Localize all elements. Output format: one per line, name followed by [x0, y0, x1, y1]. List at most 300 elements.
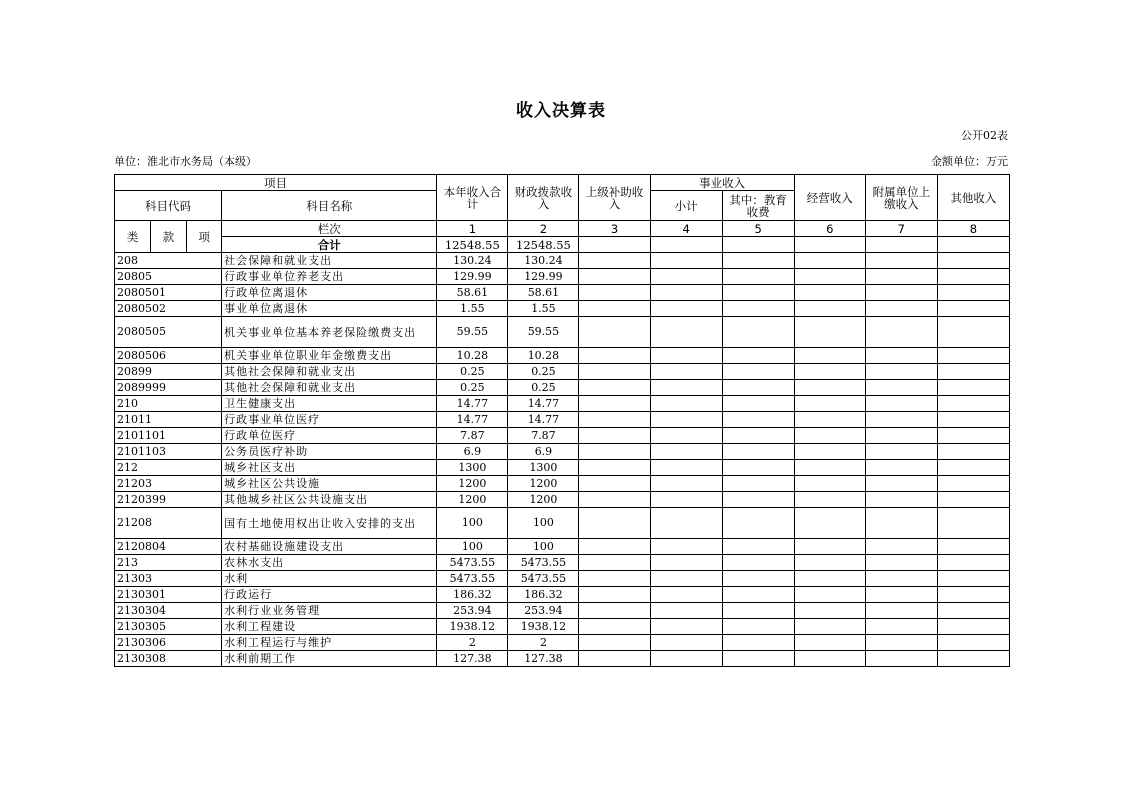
total-income-cell: 1200: [437, 492, 508, 508]
subject-name: 其他城乡社区公共设施支出: [222, 492, 437, 508]
subject-name: 行政单位医疗: [222, 428, 437, 444]
empty-cell: [579, 635, 650, 651]
empty-cell: [865, 237, 937, 253]
subject-code: 20899: [115, 364, 222, 380]
empty-cell: [722, 492, 794, 508]
empty-cell: [650, 619, 722, 635]
header-kuan: 款: [151, 221, 187, 253]
subject-code: 2130304: [115, 603, 222, 619]
total-income-cell: 0.25: [437, 364, 508, 380]
total-income-cell: 10.28: [437, 348, 508, 364]
empty-cell: [937, 555, 1009, 571]
empty-cell: [794, 539, 865, 555]
empty-cell: [794, 619, 865, 635]
empty-cell: [650, 476, 722, 492]
table-row: [115, 492, 1010, 508]
total-income-cell: 14.77: [437, 396, 508, 412]
empty-cell: [650, 492, 722, 508]
table-row: [115, 253, 1010, 269]
empty-cell: [722, 619, 794, 635]
empty-cell: [722, 253, 794, 269]
table-row: [115, 587, 1010, 603]
table-row: [115, 412, 1010, 428]
subject-name: 行政事业单位医疗: [222, 412, 437, 428]
table-row: [115, 651, 1010, 667]
fiscal-cell: 100: [508, 508, 579, 539]
fiscal-cell: 59.55: [508, 317, 579, 348]
empty-cell: [650, 587, 722, 603]
empty-cell: [865, 253, 937, 269]
total-income-value: 12548.55: [437, 237, 508, 253]
empty-cell: [937, 476, 1009, 492]
empty-cell: [865, 619, 937, 635]
empty-cell: [865, 651, 937, 667]
subject-code: 21011: [115, 412, 222, 428]
empty-cell: [865, 364, 937, 380]
empty-cell: [579, 460, 650, 476]
empty-cell: [794, 380, 865, 396]
subject-code: 2130306: [115, 635, 222, 651]
empty-cell: [865, 269, 937, 285]
subject-code: 2080506: [115, 348, 222, 364]
amount-unit: 金额单位：万元: [931, 155, 1008, 168]
table-row: [115, 380, 1010, 396]
empty-cell: [865, 317, 937, 348]
col-number: 3: [579, 221, 650, 237]
empty-cell: [794, 396, 865, 412]
table-row: [115, 348, 1010, 364]
col-number: 1: [437, 221, 508, 237]
subject-code: 2080501: [115, 285, 222, 301]
empty-cell: [794, 412, 865, 428]
empty-cell: [722, 237, 794, 253]
col-number: 8: [937, 221, 1009, 237]
subject-name: 机关事业单位职业年金缴费支出: [222, 348, 437, 364]
total-income-cell: 1200: [437, 476, 508, 492]
subject-code: 2120399: [115, 492, 222, 508]
empty-cell: [650, 253, 722, 269]
empty-cell: [579, 380, 650, 396]
empty-cell: [937, 635, 1009, 651]
col-number: 7: [865, 221, 937, 237]
total-income-cell: 5473.55: [437, 571, 508, 587]
empty-cell: [722, 380, 794, 396]
table-row: [115, 317, 1010, 348]
table-row: [115, 619, 1010, 635]
subject-name: 卫生健康支出: [222, 396, 437, 412]
empty-cell: [794, 571, 865, 587]
empty-cell: [722, 651, 794, 667]
empty-cell: [794, 460, 865, 476]
empty-cell: [579, 253, 650, 269]
subject-name: 城乡社区公共设施: [222, 476, 437, 492]
empty-cell: [722, 444, 794, 460]
subject-name: 水利工程运行与维护: [222, 635, 437, 651]
empty-cell: [865, 412, 937, 428]
table-row: [115, 301, 1010, 317]
col-number: 2: [508, 221, 579, 237]
empty-cell: [579, 285, 650, 301]
empty-cell: [794, 603, 865, 619]
subject-name: 其他社会保障和就业支出: [222, 364, 437, 380]
empty-cell: [937, 317, 1009, 348]
fiscal-cell: 0.25: [508, 380, 579, 396]
empty-cell: [722, 412, 794, 428]
empty-cell: [937, 285, 1009, 301]
empty-cell: [937, 492, 1009, 508]
empty-cell: [865, 428, 937, 444]
empty-cell: [650, 317, 722, 348]
empty-cell: [865, 460, 937, 476]
page-title: 收入决算表: [516, 101, 606, 121]
empty-cell: [579, 301, 650, 317]
header-lei: 类: [115, 221, 151, 253]
subject-name: 农村基础设施建设支出: [222, 539, 437, 555]
col-number: 4: [650, 221, 722, 237]
table-row: [115, 364, 1010, 380]
empty-cell: [794, 237, 865, 253]
total-fiscal-value: 12548.55: [508, 237, 579, 253]
empty-cell: [650, 285, 722, 301]
subject-name: 水利工程建设: [222, 619, 437, 635]
empty-cell: [579, 539, 650, 555]
fiscal-cell: 253.94: [508, 603, 579, 619]
header-lanci: 栏次: [222, 221, 437, 237]
total-income-cell: 253.94: [437, 603, 508, 619]
empty-cell: [794, 269, 865, 285]
total-income-cell: 186.32: [437, 587, 508, 603]
empty-cell: [865, 476, 937, 492]
empty-cell: [722, 396, 794, 412]
empty-cell: [579, 444, 650, 460]
empty-cell: [937, 237, 1009, 253]
header-name: 科目名称: [222, 191, 437, 221]
subject-code: 208: [115, 253, 222, 269]
empty-cell: [937, 269, 1009, 285]
subject-name: 其他社会保障和就业支出: [222, 380, 437, 396]
empty-cell: [579, 237, 650, 253]
empty-cell: [937, 412, 1009, 428]
total-income-cell: 1.55: [437, 301, 508, 317]
subject-code: 2089999: [115, 380, 222, 396]
empty-cell: [722, 269, 794, 285]
empty-cell: [794, 635, 865, 651]
form-number: 公开02表: [961, 129, 1008, 142]
empty-cell: [650, 603, 722, 619]
header-code: 科目代码: [115, 191, 222, 221]
empty-cell: [937, 444, 1009, 460]
subject-name: 公务员医疗补助: [222, 444, 437, 460]
empty-cell: [650, 539, 722, 555]
empty-cell: [865, 285, 937, 301]
empty-cell: [579, 571, 650, 587]
total-income-cell: 7.87: [437, 428, 508, 444]
total-income-cell: 129.99: [437, 269, 508, 285]
header-affiliated: 附属单位上缴收入: [865, 175, 937, 221]
empty-cell: [579, 317, 650, 348]
table-row: [115, 396, 1010, 412]
empty-cell: [579, 587, 650, 603]
empty-cell: [722, 476, 794, 492]
empty-cell: [579, 348, 650, 364]
table-row: [115, 269, 1010, 285]
empty-cell: [865, 571, 937, 587]
total-label: 合计: [222, 237, 437, 253]
empty-cell: [579, 396, 650, 412]
fiscal-cell: 129.99: [508, 269, 579, 285]
empty-cell: [722, 635, 794, 651]
subject-code: 21303: [115, 571, 222, 587]
empty-cell: [579, 508, 650, 539]
fiscal-cell: 5473.55: [508, 571, 579, 587]
empty-cell: [865, 380, 937, 396]
reporting-unit: 单位：淮北市水务局（本级）: [114, 155, 257, 168]
empty-cell: [650, 380, 722, 396]
empty-cell: [794, 555, 865, 571]
empty-cell: [865, 587, 937, 603]
table-row: [115, 603, 1010, 619]
total-income-cell: 127.38: [437, 651, 508, 667]
empty-cell: [722, 285, 794, 301]
empty-cell: [722, 348, 794, 364]
subject-code: 2130308: [115, 651, 222, 667]
header-xiang: 项: [187, 221, 222, 253]
empty-cell: [794, 444, 865, 460]
empty-cell: [722, 603, 794, 619]
header-business-subtotal: 小计: [650, 191, 722, 221]
empty-cell: [579, 476, 650, 492]
fiscal-cell: 1200: [508, 492, 579, 508]
fiscal-cell: 6.9: [508, 444, 579, 460]
empty-cell: [937, 508, 1009, 539]
total-income-cell: 130.24: [437, 253, 508, 269]
fiscal-cell: 186.32: [508, 587, 579, 603]
header-fiscal: 财政拨款收入: [508, 175, 579, 221]
empty-cell: [579, 492, 650, 508]
col-number: 5: [722, 221, 794, 237]
income-table: [114, 174, 1010, 667]
empty-cell: [722, 317, 794, 348]
empty-cell: [650, 635, 722, 651]
subject-code: 210: [115, 396, 222, 412]
empty-cell: [650, 508, 722, 539]
table-row: [115, 285, 1010, 301]
total-income-cell: 1300: [437, 460, 508, 476]
empty-cell: [937, 587, 1009, 603]
subject-name: 水利行业业务管理: [222, 603, 437, 619]
fiscal-cell: 1200: [508, 476, 579, 492]
empty-cell: [865, 635, 937, 651]
empty-cell: [579, 555, 650, 571]
empty-cell: [865, 508, 937, 539]
empty-cell: [650, 348, 722, 364]
subject-code: 2120804: [115, 539, 222, 555]
col-number: 6: [794, 221, 865, 237]
empty-cell: [937, 253, 1009, 269]
empty-cell: [722, 460, 794, 476]
subject-name: 国有土地使用权出让收入安排的支出: [222, 508, 437, 539]
empty-cell: [794, 587, 865, 603]
empty-cell: [579, 364, 650, 380]
fiscal-cell: 0.25: [508, 364, 579, 380]
fiscal-cell: 10.28: [508, 348, 579, 364]
empty-cell: [650, 571, 722, 587]
empty-cell: [722, 428, 794, 444]
subject-name: 机关事业单位基本养老保险缴费支出: [222, 317, 437, 348]
header-total-income: 本年收入合计: [437, 175, 508, 221]
empty-cell: [937, 380, 1009, 396]
subject-name: 行政单位离退休: [222, 285, 437, 301]
subject-name: 水利前期工作: [222, 651, 437, 667]
empty-cell: [794, 492, 865, 508]
empty-cell: [722, 539, 794, 555]
empty-cell: [865, 444, 937, 460]
fiscal-cell: 14.77: [508, 396, 579, 412]
subject-code: 212: [115, 460, 222, 476]
empty-cell: [937, 539, 1009, 555]
subject-name: 社会保障和就业支出: [222, 253, 437, 269]
fiscal-cell: 130.24: [508, 253, 579, 269]
empty-cell: [579, 412, 650, 428]
fiscal-cell: 2: [508, 635, 579, 651]
fiscal-cell: 14.77: [508, 412, 579, 428]
empty-cell: [579, 428, 650, 444]
empty-cell: [865, 301, 937, 317]
total-income-cell: 5473.55: [437, 555, 508, 571]
fiscal-cell: 1300: [508, 460, 579, 476]
fiscal-cell: 5473.55: [508, 555, 579, 571]
header-business-edu: 其中：教育收费: [722, 191, 794, 221]
empty-cell: [722, 587, 794, 603]
table-row: [115, 539, 1010, 555]
empty-cell: [722, 301, 794, 317]
empty-cell: [794, 253, 865, 269]
subject-code: 21203: [115, 476, 222, 492]
total-income-cell: 2: [437, 635, 508, 651]
fiscal-cell: 58.61: [508, 285, 579, 301]
total-income-cell: 59.55: [437, 317, 508, 348]
fiscal-cell: 100: [508, 539, 579, 555]
subject-code: 2101101: [115, 428, 222, 444]
fiscal-cell: 1.55: [508, 301, 579, 317]
empty-cell: [722, 508, 794, 539]
subject-code: 2130301: [115, 587, 222, 603]
empty-cell: [579, 603, 650, 619]
total-income-cell: 58.61: [437, 285, 508, 301]
subject-code: 2101103: [115, 444, 222, 460]
empty-cell: [794, 301, 865, 317]
subject-name: 行政事业单位养老支出: [222, 269, 437, 285]
empty-cell: [722, 555, 794, 571]
fiscal-cell: 127.38: [508, 651, 579, 667]
empty-cell: [650, 651, 722, 667]
empty-cell: [937, 301, 1009, 317]
fiscal-cell: 7.87: [508, 428, 579, 444]
subject-code: 213: [115, 555, 222, 571]
header-operating: 经营收入: [794, 175, 865, 221]
table-row: [115, 508, 1010, 539]
empty-cell: [650, 301, 722, 317]
total-income-cell: 100: [437, 539, 508, 555]
empty-cell: [650, 555, 722, 571]
empty-cell: [865, 603, 937, 619]
empty-cell: [937, 603, 1009, 619]
header-superior: 上级补助收入: [579, 175, 650, 221]
empty-cell: [937, 651, 1009, 667]
empty-cell: [722, 571, 794, 587]
empty-cell: [865, 539, 937, 555]
total-income-cell: 6.9: [437, 444, 508, 460]
table-row: [115, 444, 1010, 460]
empty-cell: [937, 348, 1009, 364]
empty-cell: [650, 237, 722, 253]
table-row: [115, 571, 1010, 587]
total-income-cell: 14.77: [437, 412, 508, 428]
subject-name: 事业单位离退休: [222, 301, 437, 317]
fiscal-cell: 1938.12: [508, 619, 579, 635]
subject-code: 21208: [115, 508, 222, 539]
empty-cell: [794, 348, 865, 364]
total-income-cell: 0.25: [437, 380, 508, 396]
table-body: [115, 253, 1010, 667]
header-other: 其他收入: [937, 175, 1009, 221]
empty-cell: [722, 364, 794, 380]
subject-code: 2130305: [115, 619, 222, 635]
empty-cell: [794, 364, 865, 380]
table-row: [115, 555, 1010, 571]
header-business: 事业收入: [650, 175, 794, 191]
table-row: [115, 635, 1010, 651]
header-item: 项目: [115, 175, 437, 191]
total-income-cell: 100: [437, 508, 508, 539]
subject-code: 20805: [115, 269, 222, 285]
empty-cell: [650, 460, 722, 476]
empty-cell: [865, 555, 937, 571]
empty-cell: [794, 651, 865, 667]
empty-cell: [650, 428, 722, 444]
empty-cell: [794, 428, 865, 444]
empty-cell: [794, 476, 865, 492]
subject-name: 行政运行: [222, 587, 437, 603]
subject-name: 水利: [222, 571, 437, 587]
empty-cell: [794, 508, 865, 539]
empty-cell: [937, 428, 1009, 444]
empty-cell: [579, 651, 650, 667]
empty-cell: [650, 396, 722, 412]
empty-cell: [650, 269, 722, 285]
empty-cell: [579, 269, 650, 285]
subject-code: 2080505: [115, 317, 222, 348]
total-income-cell: 1938.12: [437, 619, 508, 635]
empty-cell: [579, 619, 650, 635]
table-row: [115, 460, 1010, 476]
empty-cell: [794, 317, 865, 348]
empty-cell: [937, 364, 1009, 380]
subject-name: 城乡社区支出: [222, 460, 437, 476]
subject-name: 农林水支出: [222, 555, 437, 571]
empty-cell: [650, 444, 722, 460]
empty-cell: [937, 571, 1009, 587]
empty-cell: [865, 348, 937, 364]
subject-code: 2080502: [115, 301, 222, 317]
empty-cell: [865, 396, 937, 412]
empty-cell: [937, 396, 1009, 412]
table-row: [115, 476, 1010, 492]
empty-cell: [650, 364, 722, 380]
empty-cell: [865, 492, 937, 508]
empty-cell: [937, 619, 1009, 635]
table-row: [115, 428, 1010, 444]
